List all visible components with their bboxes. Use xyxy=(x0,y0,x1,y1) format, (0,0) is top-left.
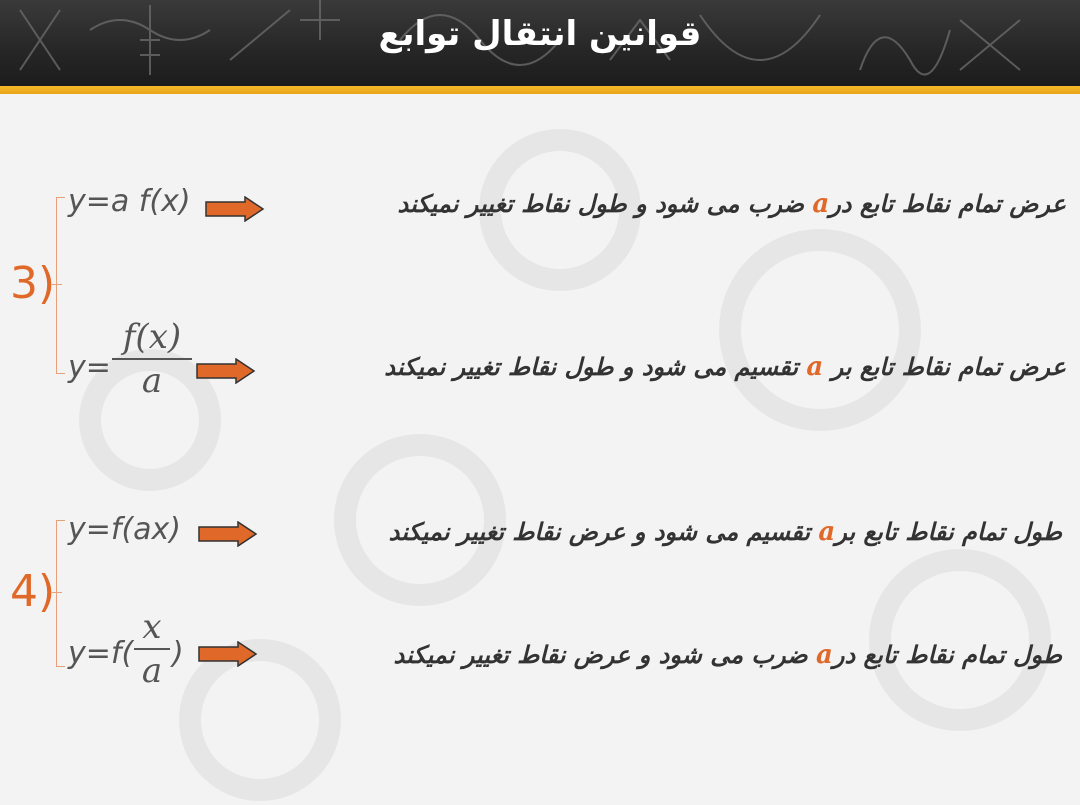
rule-3-brace xyxy=(56,197,65,374)
rule-number-3: 3) xyxy=(10,258,56,309)
symbol-a: a xyxy=(818,517,836,547)
rule-3-brace-tick xyxy=(52,284,62,285)
formula-suffix: ) xyxy=(172,636,184,671)
rule-4b-description xyxy=(394,640,1062,670)
desc-text-before: طول تمام نقاط تابع در xyxy=(832,641,1062,669)
rule-3b-description xyxy=(384,352,1066,382)
desc-text-after: ضرب می شود و طول نقاط تغییر نمیکند xyxy=(397,190,813,218)
symbol-a: a xyxy=(816,640,833,670)
fraction-bar xyxy=(112,358,192,360)
desc-text-after: ضرب می شود و عرض نقاط تغییر نمیکند xyxy=(393,641,816,669)
arrow-right-icon xyxy=(198,521,258,547)
symbol-a: a xyxy=(812,189,830,219)
rule-number-4: 4) xyxy=(10,566,56,617)
fraction-numerator: f(x) xyxy=(122,317,182,357)
formula-prefix: y= xyxy=(68,350,111,385)
formula-prefix: y=f( xyxy=(68,636,134,671)
rule-3a-description xyxy=(398,189,1066,219)
fraction-fx-over-a xyxy=(112,318,192,400)
arrow-right-icon xyxy=(196,358,256,384)
desc-text-before: عرض تمام نقاط تابع در xyxy=(829,190,1066,218)
header xyxy=(0,0,1080,86)
formula-y-eq-f-ax: y=f(ax) xyxy=(68,512,181,547)
accent-bar xyxy=(0,86,1080,94)
page-title: قوانین انتقال توابع xyxy=(378,14,702,54)
arrow-right-icon xyxy=(205,196,265,222)
fraction-x-over-a xyxy=(134,608,170,690)
rule-4-brace xyxy=(56,520,65,667)
symbol-a: a xyxy=(806,352,824,382)
desc-text-before: طول تمام نقاط تابع بر xyxy=(835,518,1062,546)
fraction-denominator: a xyxy=(141,361,163,401)
desc-text-before: عرض تمام نقاط تابع بر xyxy=(823,353,1066,381)
fraction-numerator: x xyxy=(142,607,162,647)
formula-y-eq-a-fx: y=a f(x) xyxy=(68,184,191,219)
arrow-right-icon xyxy=(198,641,258,667)
desc-text-after: تقسیم می شود و طول نقاط تغییر نمیکند xyxy=(384,353,807,381)
fraction-denominator: a xyxy=(141,651,163,691)
rule-4a-description xyxy=(389,517,1062,547)
rule-4-brace-tick xyxy=(52,592,62,593)
fraction-bar xyxy=(134,648,170,650)
desc-text-after: تقسیم می شود و عرض نقاط تغییر نمیکند xyxy=(388,518,819,546)
